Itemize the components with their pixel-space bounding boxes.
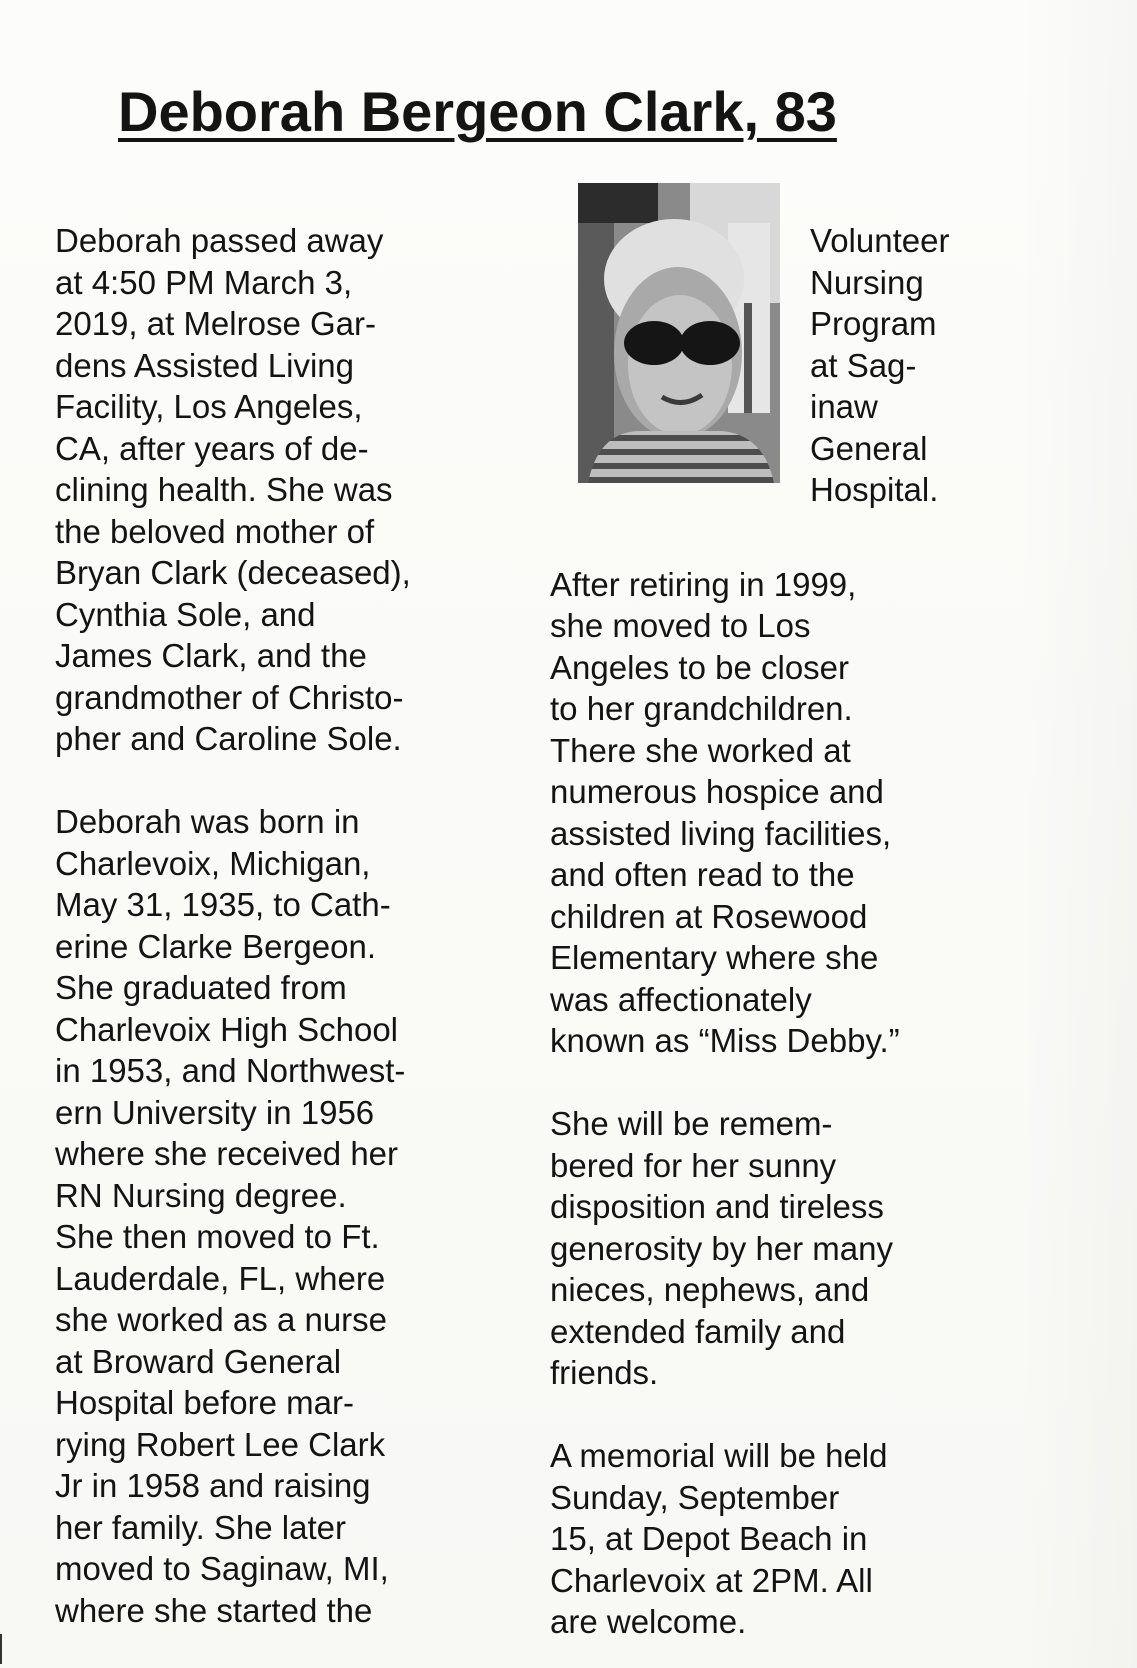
obituary-title: Deborah Bergeon Clark, 83 [118,80,837,143]
paper-edge-shade [1017,0,1137,1668]
scan-corner-mark [0,1634,7,1664]
biography-paragraph: Deborah was born in Charlevoix, Michigan, May 31, 1935, to Cath- erine Clarke Bergeon. She graduated from Charlevoix High School in 1953, and Northwest- ern University in 1956 where she received her RN Nursing degree. She then moved to Ft. Lauderdale, FL, where she worked as a nurse at Broward General Hospital before mar- rying Robert Lee Clark Jr in 1958 and raising her family. She later moved to Saginaw, MI, where she started the [55,803,406,1629]
portrait-photo-graphic [578,183,780,483]
retirement-paragraph: After retiring in 1999, she moved to Los Angeles to be closer to her grandchildren. There she worked at numerous hospice and assisted living facilities, and often read to the children at Rosewood Elementary where she was affectionately known as “Miss Debby.” [550,565,900,1059]
photo-block [550,220,1020,522]
portrait-photo [578,183,780,483]
right-column [550,220,1020,1643]
paragraph-gap [550,1062,1020,1104]
left-column [55,220,515,1631]
remembrance-paragraph: She will be remem- bered for her sunny disposition and tireless generosity by her many nieces, nephews, and extended family and friends. [550,1105,894,1391]
photo-caption: Volunteer Nursing Program at Sag- inaw General Hospital. [810,222,950,508]
death-notice-paragraph: Deborah passed away at 4:50 PM March 3, 2019, at Melrose Gar- dens Assisted Living Facility, Los Angeles, CA, after years of de- clining health. She was the beloved mother of Bryan Clark (deceased), Cynthia Sole, and James Clark, and the grandmother of Christo- pher and Caroline Sole. [55,222,411,757]
paragraph-gap [550,522,1020,564]
paragraph-gap [55,760,515,802]
memorial-paragraph: A memorial will be held Sunday, September 15, at Depot Beach in Charlevoix at 2PM. All are welcome. [550,1437,888,1640]
paragraph-gap [550,1394,1020,1436]
